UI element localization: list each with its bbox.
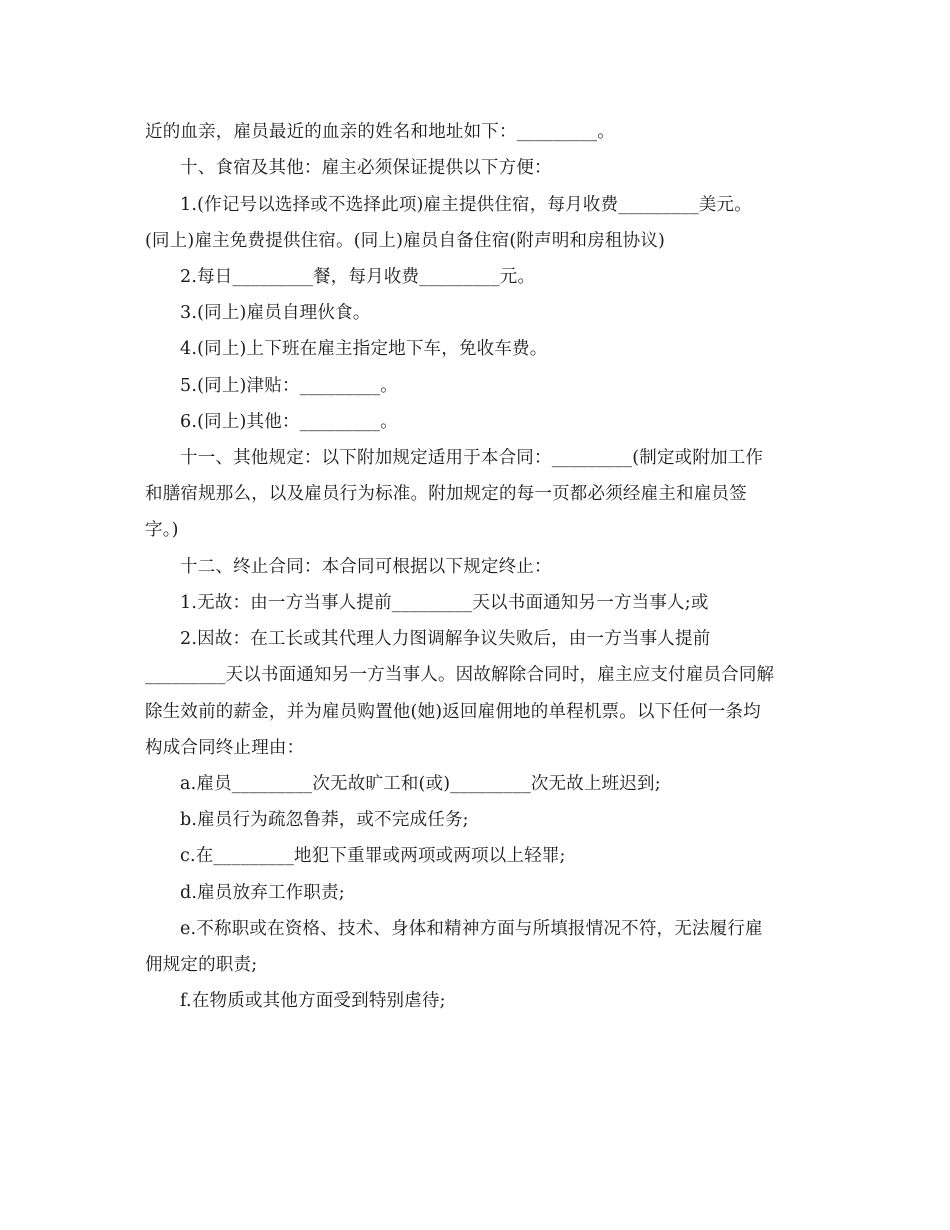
text-line: 近的血亲，雇员最近的血亲的姓名和地址如下：_________。 <box>145 122 615 142</box>
section-heading: 十二、终止合同：本合同可根据以下规定终止： <box>180 557 552 577</box>
text-line: 4.(同上)上下班在雇主指定地下车，免收车费。 <box>180 339 548 359</box>
list-item: c.在_________地犯下重罪或两项或两项以上轻罪; <box>180 846 566 866</box>
list-item: e.不称职或在资格、技术、身体和精神方面与所填报情况不符，无法履行雇 <box>180 919 763 939</box>
text-line: 2.每日_________餐，每月收费_________元。 <box>180 267 536 287</box>
text-line: 6.(同上)其他：_________。 <box>180 412 398 432</box>
list-item: d.雇员放弃工作职责; <box>180 883 345 903</box>
text-line: 佣规定的职责; <box>145 955 258 975</box>
section-heading: 十一、其他规定：以下附加规定适用于本合同：_________(制定或附加工作 <box>180 448 764 468</box>
text-line: 5.(同上)津贴：_________。 <box>180 376 398 396</box>
text-line: 3.(同上)雇员自理伙食。 <box>180 303 371 323</box>
text-line: 1.无故：由一方当事人提前_________天以书面通知另一方当事人;或 <box>180 593 709 613</box>
text-line: (同上)雇主免费提供住宿。(同上)雇员自备住宿(附声明和房租协议) <box>145 231 666 251</box>
text-line: 字。) <box>145 520 179 540</box>
text-line: _________天以书面通知另一方当事人。因故解除合同时，雇主应支付雇员合同解 <box>145 665 775 685</box>
section-heading: 十、食宿及其他：雇主必须保证提供以下方便： <box>180 158 552 178</box>
text-line: 除生效前的薪金，并为雇员购置他(她)返回雇佣地的单程机票。以下任何一条均 <box>145 702 761 722</box>
text-line: 和膳宿规那么，以及雇员行为标准。附加规定的每一页都必须经雇主和雇员签 <box>145 484 747 504</box>
list-item: f.在物质或其他方面受到特别虐待; <box>180 991 446 1011</box>
list-item: a.雇员_________次无故旷工和(或)_________次无故上班迟到; <box>180 774 661 794</box>
text-line: 1.(作记号以选择或不选择此项)雇主提供住宿，每月收费_________美元。 <box>180 195 752 215</box>
list-item: b.雇员行为疏忽鲁莽，或不完成任务; <box>180 810 469 830</box>
text-line: 2.因故：在工长或其代理人力图调解争议失败后，由一方当事人提前 <box>180 629 711 649</box>
text-line: 构成合同终止理由： <box>145 738 305 758</box>
